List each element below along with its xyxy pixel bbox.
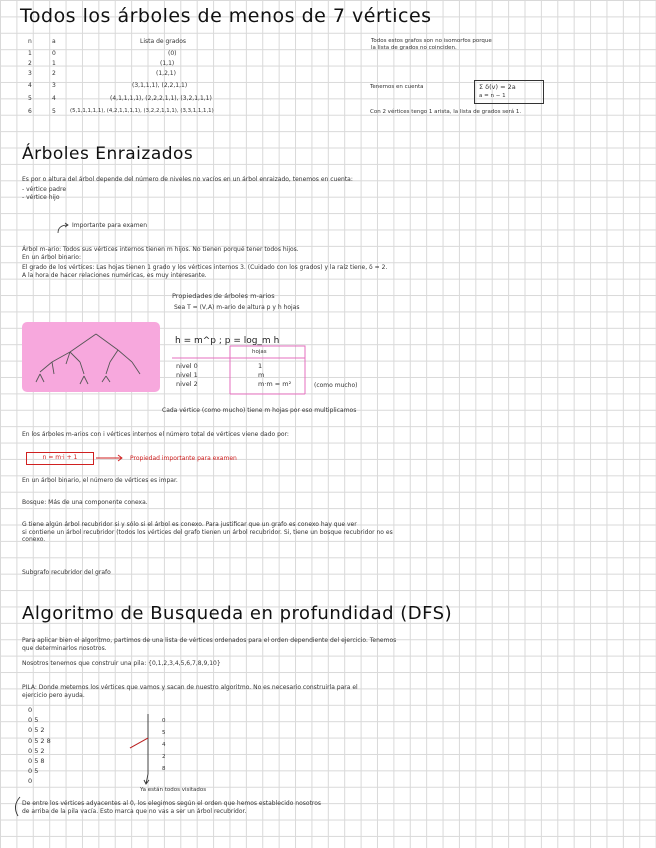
properties-subtitle: Sea T = (V,A) m-ario de altura p y h hojas	[174, 304, 300, 311]
dfs-tree-sketch	[126, 712, 176, 792]
spanning-subgraph-note: Subgrafo recubridor del grafo	[22, 569, 111, 576]
table-cell-seq: (5,1,1,1,1,1), (4,2,1,1,1,1), (3,2,2,1,1,1), (3,3,1,1,1,1)	[70, 108, 214, 114]
table-cell-seq: (4,1,1,1,1), (2,2,2,1,1), (3,2,1,1,1)	[110, 95, 212, 102]
two-vertices-note: Con 2 vértices tengo 1 arista, la lista de grados será 1.	[370, 109, 522, 115]
table-cell-seq: (1,1)	[160, 60, 175, 67]
height-formula: h = m^p ; p = log_m h	[175, 336, 280, 346]
table-cell-n: 4	[28, 82, 32, 89]
levels-list: nivel 0 nivel 1 nivel 2	[176, 362, 198, 388]
dfs-intro: Para aplicar bien el algoritmo, partimos de una lista de vértices ordenados para el orden dependiente del ejercicio. Tenemos que determinarlos nosotros.	[22, 637, 397, 652]
table-cell-a: 2	[52, 70, 56, 77]
all-visited-note: Ya están todos visitados	[140, 787, 207, 793]
stack-explanation: PILA: Donde metemos los vértices que vamos y sacan de nuestro algoritmo. No es necesario construirla para el ejercicio pero ayuda.	[22, 684, 358, 699]
rooted-tree-sketch	[22, 322, 160, 392]
height-intro: Es por o altura del árbol depende del número de niveles no vacíos en un árbol enraizado, tenemos en cuenta:	[22, 176, 353, 183]
binary-odd-note: En un árbol binario, el número de vértices es impar.	[22, 477, 178, 484]
m-ary-definition: Árbol m-ario: Todos sus vértices internos tienen m hijos. No tienen porqué tener todos hijos. En un árbol binario:	[22, 246, 299, 261]
section-title-trees: Todos los árboles de menos de 7 vértices	[20, 5, 432, 27]
table-cell-n: 5	[28, 95, 32, 102]
leaves-header: hojas	[252, 349, 267, 355]
red-formula-box: n = m·i + 1	[26, 452, 94, 465]
table-header-n: n	[28, 38, 32, 45]
table-cell-a: 3	[52, 82, 56, 89]
table-cell-n: 3	[28, 70, 32, 77]
stack-definition: Nosotros tenemos que construir una pila: {0,1,2,3,4,5,6,7,8,9,10}	[22, 660, 221, 667]
table-cell-a: 4	[52, 95, 56, 102]
table-cell-n: 2	[28, 60, 32, 67]
formula-box: Σ δ(v) = 2a a = n − 1	[474, 80, 544, 104]
at-most-note: (como mucho)	[314, 382, 358, 389]
table-cell-n: 1	[28, 50, 32, 57]
left-curve-mark	[10, 796, 22, 818]
total-vertices-note: En los árboles m-arios con i vértices internos el número total de vértices viene dado por:	[22, 431, 289, 438]
vertex-bullets: - vértice padre - vértice hijo	[22, 186, 67, 201]
properties-title: Propiedades de árboles m-arios	[172, 292, 275, 300]
isomorphism-note: Todos estos grafos son no isomorfos porque la lista de grados no coinciden.	[371, 38, 492, 51]
dfs-tree-labels: 0 5 4 2 8	[162, 718, 166, 772]
table-cell-n: 6	[28, 108, 32, 115]
formula-label: Tenemos en cuenta	[370, 84, 424, 90]
table-cell-seq: (0)	[168, 50, 177, 57]
spanning-tree-note: G tiene algún árbol recubridor si y sólo si el árbol es conexo. Para justificar que un grafo es conexo hay que ver si contiene un árbol recubridor (todos los vértices del grafo tienen un árbol recubridor. Si, tiene un bosque recubridor no es conexo.	[22, 521, 393, 543]
table-cell-seq: (1,2,1)	[156, 70, 176, 77]
adjacent-vertices-note: De entre los vértices adyacentes al 0, los elegimos según el orden que hemos establecido nosotros de arriba de la pila vacía. Esto marca que no vas a ser un árbol recubridor.	[22, 800, 322, 815]
table-header-seq: Lista de grados	[140, 38, 187, 45]
multiply-note: Cada vértice (como mucho) tiene m hojas por eso multiplicamos	[162, 407, 357, 414]
section-title-dfs: Algoritmo de Busqueda en profundidad (DFS)	[22, 603, 453, 624]
important-property-note: Propiedad importante para examen	[130, 455, 237, 462]
stack-trace: 0 0 5 0 5 2 0 5 2 8 0 5 2 0 5 8 0 5 0	[28, 706, 51, 786]
vertex-degree-note: El grado de los vértices: Las hojas tienen 1 grado y los vértices internos 3. (Cuidado con los grados) y la raíz tiene, δ = 2. A la hora de hacer relaciones numéricas, es muy interesante.	[22, 264, 388, 279]
exam-note: Importante para examen	[72, 222, 148, 229]
red-arrow-icon	[96, 454, 124, 462]
table-cell-a: 0	[52, 50, 56, 57]
forest-definition: Bosque: Más de una componente conexa.	[22, 499, 148, 506]
table-header-a: a	[52, 38, 56, 45]
section-title-rooted-trees: Árboles Enraizados	[22, 144, 194, 164]
levels-values: 1 m m·m = m²	[258, 362, 292, 388]
table-cell-seq: (3,1,1,1), (2,2,1,1)	[132, 82, 188, 89]
table-cell-a: 5	[52, 108, 56, 115]
curved-arrow-icon	[56, 222, 70, 234]
table-cell-a: 1	[52, 60, 56, 67]
